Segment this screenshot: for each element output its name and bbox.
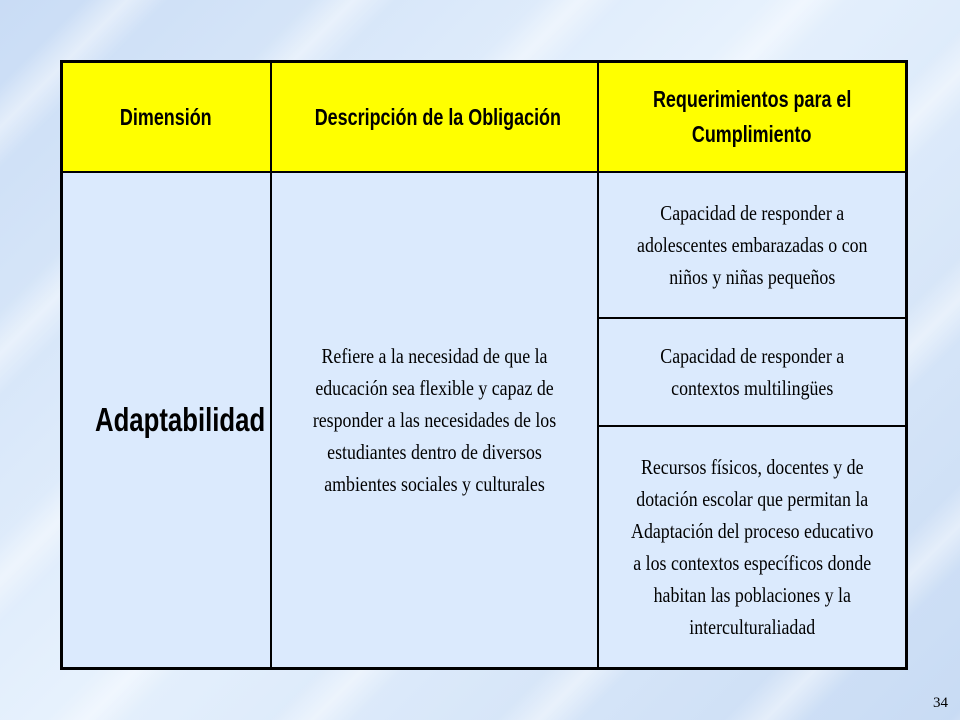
header-dimension: Dimensión [62,62,271,173]
requirement-cell-2: Capacidad de responder a contextos multilingües [598,318,907,426]
obligations-table [60,60,908,670]
table-row [62,172,907,318]
requirement-cell-3: Recursos físicos, docentes y de dotación escolar que permitan la Adaptación del proceso educativo a los contextos específicos donde habitan las poblaciones y la interculturaliadad [598,426,907,669]
page-number: 34 [933,695,948,711]
table-header-row [62,62,907,173]
description-cell: Refiere a la necesidad de que la educación sea flexible y capaz de responder a las necesidades de los estudiantes dentro de diversos ambientes sociales y culturales [271,172,598,669]
header-requirements: Requerimientos para el Cumplimiento [598,62,907,173]
requirement-cell-1: Capacidad de responder a adolescentes embarazadas o con niños y niñas pequeños [598,172,907,318]
dimension-cell: Adaptabilidad [62,172,271,669]
header-description: Descripción de la Obligación [271,62,598,173]
